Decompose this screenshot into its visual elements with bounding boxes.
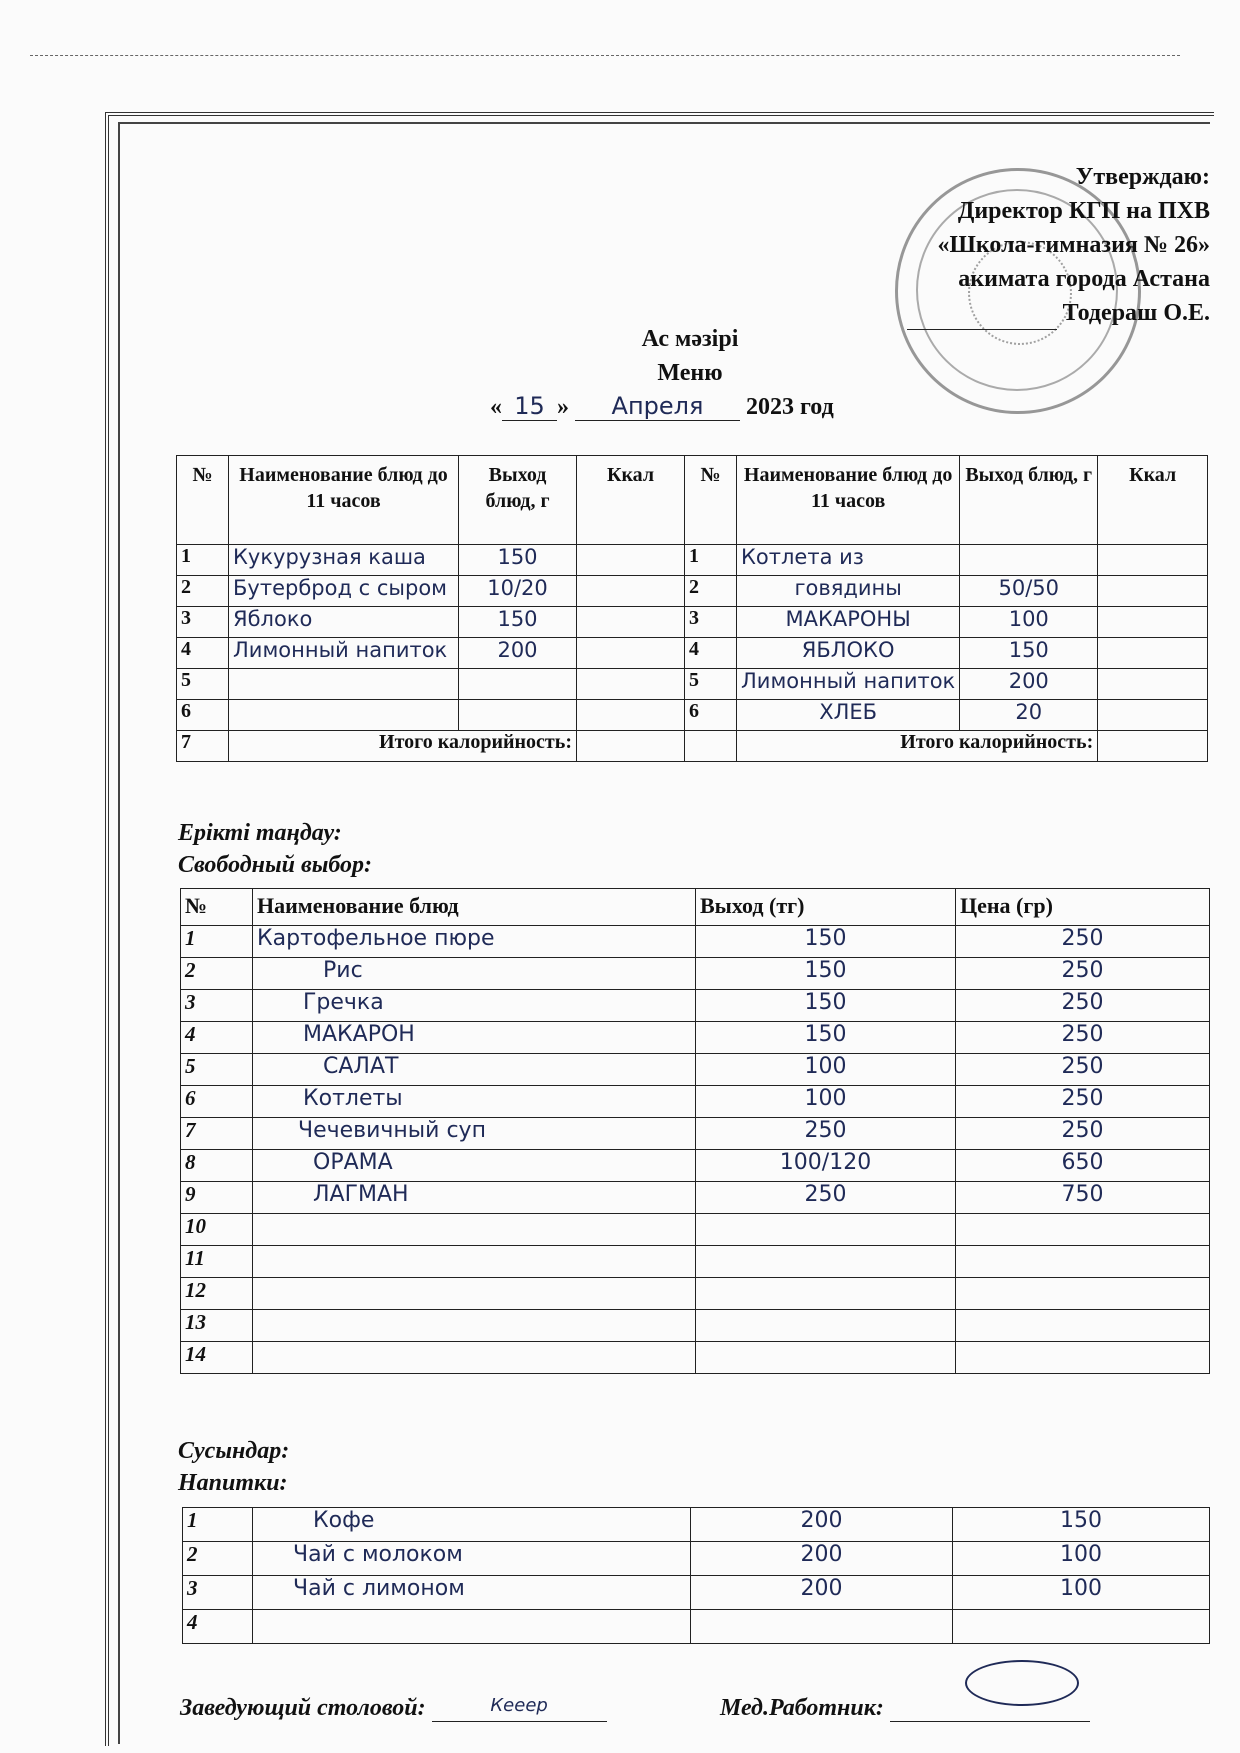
table-row <box>177 700 1208 731</box>
row-number: 9 <box>181 1182 253 1214</box>
dish-output: 250 <box>696 1118 956 1150</box>
dish-name: ЛАГМАН <box>253 1182 696 1214</box>
row-number: 8 <box>181 1150 253 1182</box>
row-number: 3 <box>183 1576 253 1610</box>
dish-price <box>956 1310 1210 1342</box>
director-signature-row <box>907 296 1210 330</box>
dish-name: говядины <box>737 576 960 607</box>
column-header: № <box>177 456 229 545</box>
dish-name: Котлета из <box>737 545 960 576</box>
table-row <box>183 1610 1210 1644</box>
dish-kcal <box>577 669 685 700</box>
drink-price: 150 <box>953 1508 1210 1542</box>
dish-price <box>956 1246 1210 1278</box>
dish-name: Яблоко <box>229 607 459 638</box>
dish-price: 250 <box>956 958 1210 990</box>
row-number: 6 <box>685 700 737 731</box>
dish-output <box>696 1214 956 1246</box>
drink-output: 200 <box>691 1542 953 1576</box>
table-row <box>181 1022 1210 1054</box>
row-number: 4 <box>177 638 229 669</box>
dish-name <box>253 1246 696 1278</box>
row-number: 5 <box>181 1054 253 1086</box>
table-row <box>181 926 1210 958</box>
column-header: Наименование блюд <box>253 889 696 926</box>
row-number: 3 <box>177 607 229 638</box>
dish-price: 250 <box>956 1118 1210 1150</box>
dish-output: 100/120 <box>696 1150 956 1182</box>
date-year: 2023 год <box>746 394 834 420</box>
director-name: Тодераш О.Е. <box>1062 300 1210 326</box>
table-row <box>177 638 1208 669</box>
dish-price: 250 <box>956 1054 1210 1086</box>
row-number: 1 <box>183 1508 253 1542</box>
row-number: 3 <box>685 607 737 638</box>
dish-name: Лимонный напиток <box>737 669 960 700</box>
table-row <box>181 1342 1210 1374</box>
dish-name <box>229 700 459 731</box>
dish-output <box>960 545 1098 576</box>
dish-name <box>253 1214 696 1246</box>
row-number: 3 <box>181 990 253 1022</box>
dish-output: 150 <box>696 1022 956 1054</box>
dish-kcal <box>577 576 685 607</box>
row-number: 4 <box>183 1610 253 1644</box>
approval-line: «Школа-гимназия № 26» <box>937 232 1210 258</box>
dish-name: ЯБЛОКО <box>737 638 960 669</box>
table-row <box>177 607 1208 638</box>
table-row <box>181 1054 1210 1086</box>
table-row <box>177 669 1208 700</box>
table-row <box>177 576 1208 607</box>
date-open-quote: « <box>490 394 502 420</box>
row-number: 7 <box>181 1118 253 1150</box>
table-row <box>177 545 1208 576</box>
row-number: 14 <box>181 1342 253 1374</box>
main-menu-table <box>176 455 1208 762</box>
canteen-manager-signature <box>180 1695 607 1722</box>
dish-name <box>229 669 459 700</box>
dish-output <box>696 1246 956 1278</box>
table-row <box>181 1278 1210 1310</box>
drink-output <box>691 1610 953 1644</box>
table-row <box>181 1150 1210 1182</box>
total-value <box>1098 731 1208 762</box>
total-row <box>177 731 1208 762</box>
row-number: 13 <box>181 1310 253 1342</box>
row-number: 4 <box>685 638 737 669</box>
table-header-row <box>177 456 1208 545</box>
dish-kcal <box>1098 669 1208 700</box>
dish-name: ХЛЕБ <box>737 700 960 731</box>
table-row <box>181 1246 1210 1278</box>
dish-name: Чечевичный суп <box>253 1118 696 1150</box>
row-number: 5 <box>177 669 229 700</box>
page-title <box>480 322 900 390</box>
total-label: Итого калорийность: <box>229 731 577 762</box>
date-month: Апреля <box>575 392 740 421</box>
dish-name: Картофельное пюре <box>253 926 696 958</box>
drinks-heading-ru: Напитки: <box>178 1470 288 1496</box>
dish-kcal <box>577 545 685 576</box>
table-row <box>181 1182 1210 1214</box>
dish-name: Бутерброд с сыром <box>229 576 459 607</box>
table-row <box>181 1310 1210 1342</box>
row-number: 5 <box>685 669 737 700</box>
dish-kcal <box>1098 576 1208 607</box>
director-signature <box>907 307 1057 330</box>
approval-line: Утверждаю: <box>1075 164 1210 190</box>
row-number: 1 <box>181 926 253 958</box>
row-number: 2 <box>181 958 253 990</box>
dish-name: МАКАРОНЫ <box>737 607 960 638</box>
table-row <box>181 990 1210 1022</box>
title-ru: Меню <box>657 360 723 386</box>
row-number: 2 <box>685 576 737 607</box>
dish-price <box>956 1342 1210 1374</box>
row-number: 7 <box>177 731 229 762</box>
dish-kcal <box>577 700 685 731</box>
dish-name: Лимонный напиток <box>229 638 459 669</box>
column-header: Выход блюд, г <box>459 456 577 545</box>
dish-name: Кукурузная каша <box>229 545 459 576</box>
total-label: Итого калорийность: <box>737 731 1098 762</box>
dish-kcal <box>1098 545 1208 576</box>
row-number: 1 <box>685 545 737 576</box>
dish-name: Гречка <box>253 990 696 1022</box>
row-number: 2 <box>177 576 229 607</box>
table-row <box>183 1508 1210 1542</box>
dish-name <box>253 1310 696 1342</box>
drinks-table <box>182 1507 1210 1644</box>
drinks-heading-kz: Сусындар: <box>178 1438 290 1464</box>
dish-kcal <box>577 607 685 638</box>
drink-price: 100 <box>953 1576 1210 1610</box>
row-number: 6 <box>177 700 229 731</box>
dish-output <box>696 1342 956 1374</box>
dish-output <box>459 700 577 731</box>
dish-name <box>253 1278 696 1310</box>
column-header: Выход блюд, г <box>960 456 1098 545</box>
row-number: 2 <box>183 1542 253 1576</box>
row-number: 4 <box>181 1022 253 1054</box>
dish-output: 150 <box>960 638 1098 669</box>
dish-output: 150 <box>696 958 956 990</box>
dish-output <box>459 669 577 700</box>
column-header: Наименование блюд до 11 часов <box>229 456 459 545</box>
dish-kcal <box>1098 607 1208 638</box>
dish-output <box>696 1278 956 1310</box>
dish-output: 100 <box>696 1054 956 1086</box>
row-number: 10 <box>181 1214 253 1246</box>
dish-output: 100 <box>960 607 1098 638</box>
dish-price <box>956 1278 1210 1310</box>
column-header: Наименование блюд до 11 часов <box>737 456 960 545</box>
dish-output <box>696 1310 956 1342</box>
dish-output: 10/20 <box>459 576 577 607</box>
dish-kcal <box>577 638 685 669</box>
drink-output: 200 <box>691 1508 953 1542</box>
approval-line: Директор КГП на ПХВ <box>957 198 1210 224</box>
table-row <box>181 1214 1210 1246</box>
row-number: 6 <box>181 1086 253 1118</box>
dish-output: 150 <box>459 607 577 638</box>
dish-kcal <box>1098 638 1208 669</box>
scan-top-line <box>30 55 1180 56</box>
dish-name: САЛАТ <box>253 1054 696 1086</box>
dish-name: МАКАРОН <box>253 1022 696 1054</box>
column-header: Ккал <box>1098 456 1208 545</box>
drink-price: 100 <box>953 1542 1210 1576</box>
row-number: 1 <box>177 545 229 576</box>
approval-block <box>907 160 1210 330</box>
table-row <box>183 1576 1210 1610</box>
dish-price: 750 <box>956 1182 1210 1214</box>
column-header: Выход (тг) <box>696 889 956 926</box>
dish-output: 200 <box>459 638 577 669</box>
date-day: 15 <box>502 392 557 421</box>
dish-output: 150 <box>459 545 577 576</box>
table-row <box>183 1542 1210 1576</box>
dish-output: 50/50 <box>960 576 1098 607</box>
approval-line: акимата города Астана <box>958 266 1210 292</box>
dish-name <box>253 1342 696 1374</box>
dish-output: 150 <box>696 990 956 1022</box>
dish-kcal <box>1098 700 1208 731</box>
free-choice-heading-kz: Ерікті таңдау: <box>178 820 342 846</box>
dish-price: 250 <box>956 926 1210 958</box>
drink-name: Чай с молоком <box>253 1542 691 1576</box>
table-header-row <box>181 889 1210 926</box>
dish-price: 250 <box>956 990 1210 1022</box>
medical-worker-signature-mark <box>965 1660 1079 1706</box>
drink-name <box>253 1610 691 1644</box>
table-row <box>181 1118 1210 1150</box>
row-number: 11 <box>181 1246 253 1278</box>
dish-price: 250 <box>956 1086 1210 1118</box>
drink-name: Кофе <box>253 1508 691 1542</box>
dish-name: Котлеты <box>253 1086 696 1118</box>
drink-name: Чай с лимоном <box>253 1576 691 1610</box>
table-row <box>181 958 1210 990</box>
dish-name: Рис <box>253 958 696 990</box>
title-kz: Ас мәзірі <box>641 326 739 352</box>
row-number-empty <box>685 731 737 762</box>
column-header: № <box>181 889 253 926</box>
dish-price: 250 <box>956 1022 1210 1054</box>
menu-date <box>490 392 834 421</box>
dish-output: 150 <box>696 926 956 958</box>
dish-output: 200 <box>960 669 1098 700</box>
table-row <box>181 1086 1210 1118</box>
dish-name: ОРАМА <box>253 1150 696 1182</box>
column-header: Ккал <box>577 456 685 545</box>
dish-price <box>956 1214 1210 1246</box>
canteen-manager-label: Заведующий столовой: <box>180 1695 426 1721</box>
total-value <box>577 731 685 762</box>
column-header: Цена (гр) <box>956 889 1210 926</box>
medical-worker-label: Мед.Работник: <box>720 1695 884 1721</box>
dish-output: 100 <box>696 1086 956 1118</box>
free-choice-table <box>180 888 1210 1374</box>
drink-output: 200 <box>691 1576 953 1610</box>
date-close-quote: » <box>557 394 569 420</box>
free-choice-heading-ru: Свободный выбор: <box>178 852 373 878</box>
dish-output: 250 <box>696 1182 956 1214</box>
column-header: № <box>685 456 737 545</box>
row-number: 12 <box>181 1278 253 1310</box>
dish-output: 20 <box>960 700 1098 731</box>
dish-price: 650 <box>956 1150 1210 1182</box>
canteen-manager-sign: Кееер <box>432 1695 607 1722</box>
drink-price <box>953 1610 1210 1644</box>
